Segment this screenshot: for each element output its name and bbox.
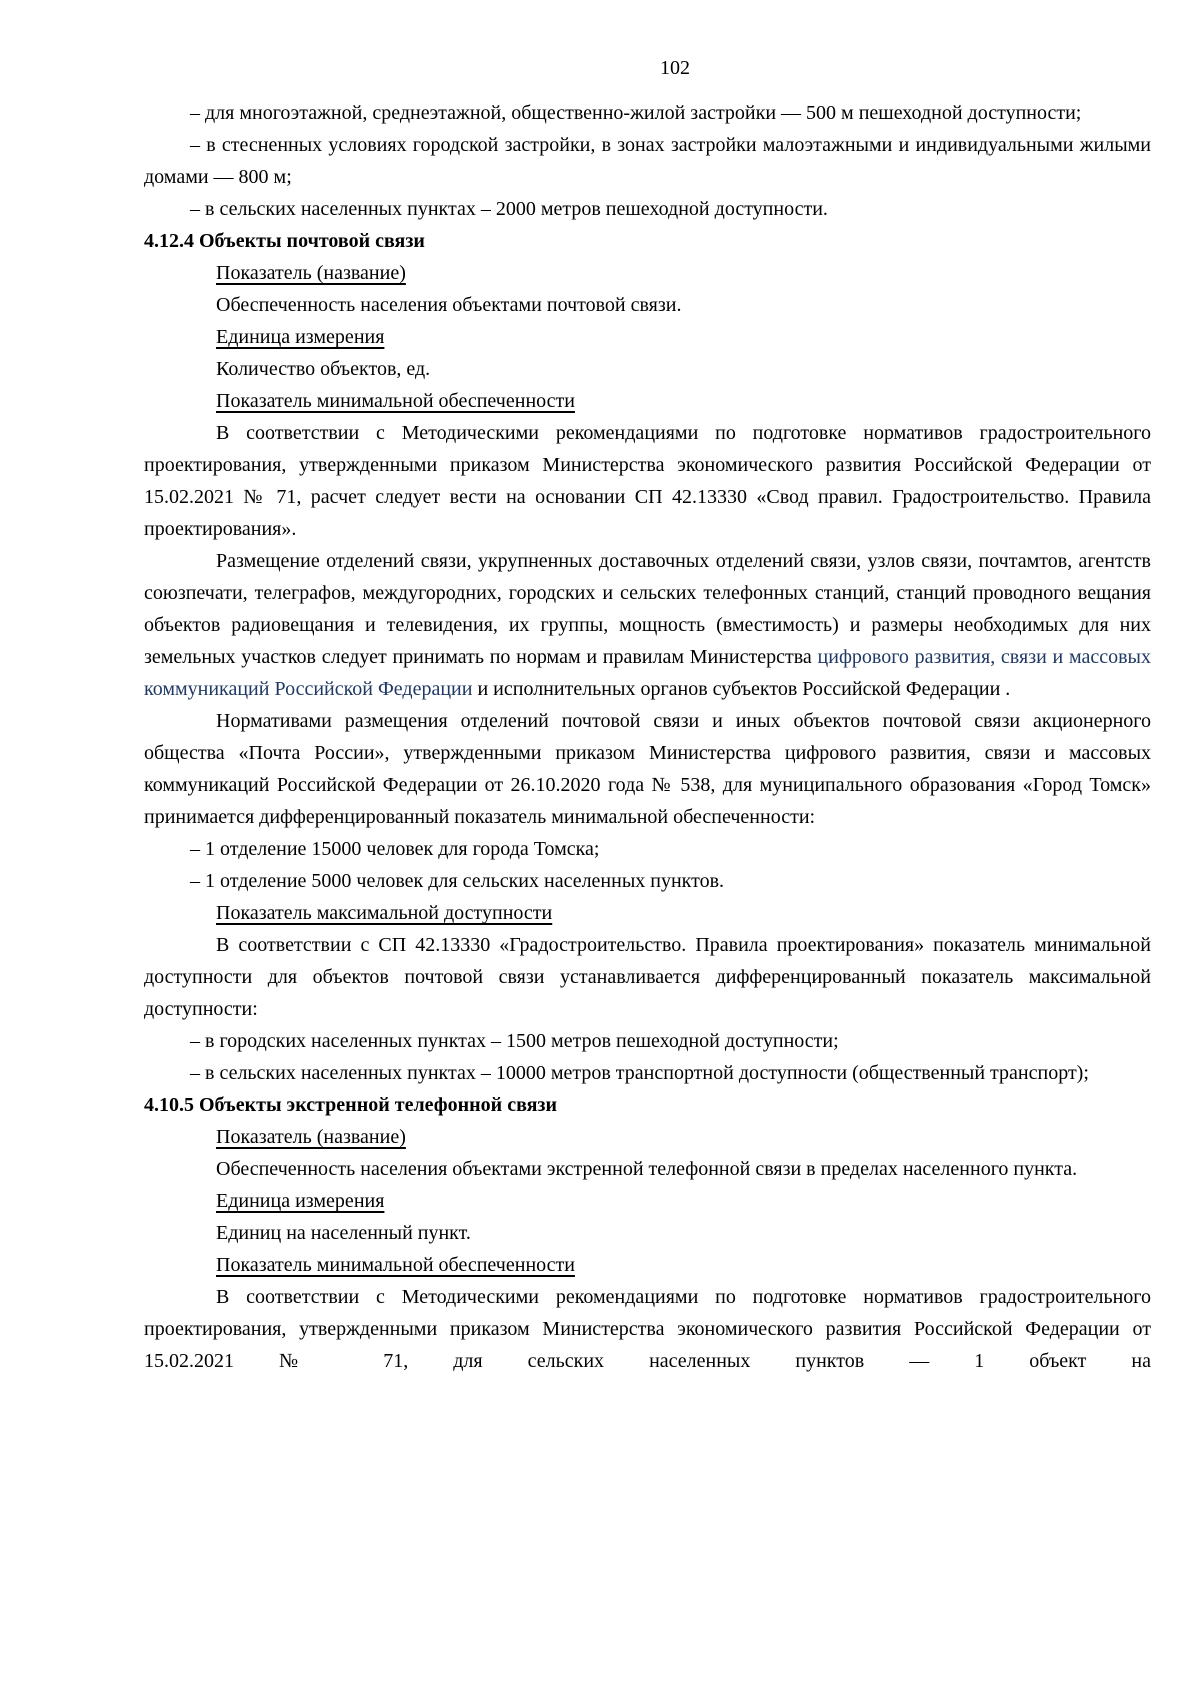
access-item-rural: – в сельских населенных пунктах – 10000 метров транспортной доступности (общественный транспорт); bbox=[190, 1062, 1089, 1084]
intro-item-2: – в стесненных условиях городской застройки, в зонах застройки малоэтажными и индивидуальными жилыми домами — 800 м; bbox=[144, 134, 1151, 188]
placement-text-end: и исполнительных органов субъектов Российской Федерации . bbox=[472, 678, 1011, 700]
section-heading-postal: 4.12.4 Объекты почтовой связи bbox=[144, 230, 425, 252]
paragraph-access: В соответствии с СП 42.13330 «Градостроительство. Правила проектирования» показатель минимальной доступности для объектов почтовой связи устанавливается дифференцированный показатель максимальной доступности: bbox=[144, 934, 1151, 1020]
access-item-city: – в городских населенных пунктах – 1500 метров пешеходной доступности; bbox=[190, 1030, 839, 1052]
label-min-provision-2: Показатель минимальной обеспеченности bbox=[216, 1254, 575, 1276]
page-number: 102 bbox=[660, 57, 690, 79]
provision-item-city: – 1 отделение 15000 человек для города Томска; bbox=[190, 838, 600, 860]
label-indicator-name: Показатель (название) bbox=[216, 262, 406, 284]
paragraph-norms: Нормативами размещения отделений почтовой связи и иных объектов почтовой связи акционерного общества «Почта России», утвержденными приказом Министерства цифрового развития, связи и массовых коммуникаций Российской Федерации от 26.10.2020 года № 538, для муниципального образования «Город Томск» принимается дифференцированный показатель минимальной обеспеченности: bbox=[144, 710, 1151, 828]
placement-text-start: Размещение отделений связи, укрупненных доставочных отделений связи, узлов связи, почтамтов, агентств союзпечати, телеграфов, междугородних, городских и сельских телефонных станций, станций проводного вещания объектов радиовещания и телевидения, их группы, мощность (вместимость) и размеры необходимых для них земельных участков следует принимать по нормам и правилам Министерства bbox=[144, 550, 1151, 668]
indicator-name-value-2: Обеспеченность населения объектами экстренной телефонной связи в пределах населенного пункта. bbox=[216, 1158, 1078, 1180]
paragraph-methodical-2: В соответствии с Методическими рекомендациями по подготовке нормативов градостроительного проектирования, утвержденными приказом Министерства экономического развития Российской Федерации от 15.02.2021 № 71, для сельских населенных пунктов — 1 объект на bbox=[144, 1286, 1151, 1372]
label-unit-2: Единица измерения bbox=[216, 1190, 385, 1212]
label-min-provision: Показатель минимальной обеспеченности bbox=[216, 390, 575, 412]
intro-item-3: – в сельских населенных пунктах – 2000 метров пешеходной доступности. bbox=[190, 198, 828, 220]
paragraph-methodical: В соответствии с Методическими рекомендациями по подготовке нормативов градостроительного проектирования, утвержденными приказом Министерства экономического развития Российской Федерации от 15.02.2021 № 71, расчет следует вести на основании СП 42.13330 «Свод правил. Градостроительство. Правила проектирования». bbox=[144, 422, 1151, 540]
provision-item-rural: – 1 отделение 5000 человек для сельских населенных пунктов. bbox=[190, 870, 725, 892]
ministry-link[interactable]: цифрового развития, связи и массовых коммуникаций Российской Федерации bbox=[144, 646, 1151, 700]
label-max-access: Показатель максимальной доступности bbox=[216, 902, 553, 924]
label-indicator-name-2: Показатель (название) bbox=[216, 1126, 406, 1148]
unit-value: Количество объектов, ед. bbox=[216, 358, 431, 380]
paragraph-placement bbox=[144, 545, 1151, 705]
indicator-name-value: Обеспеченность населения объектами почтовой связи. bbox=[216, 294, 682, 316]
section-heading-emergency: 4.10.5 Объекты экстренной телефонной связи bbox=[144, 1094, 557, 1116]
unit-value-2: Единиц на населенный пункт. bbox=[216, 1222, 471, 1244]
intro-item-1: – для многоэтажной, среднеэтажной, общественно-жилой застройки — 500 м пешеходной доступности; bbox=[190, 102, 1082, 124]
label-unit: Единица измерения bbox=[216, 326, 385, 348]
